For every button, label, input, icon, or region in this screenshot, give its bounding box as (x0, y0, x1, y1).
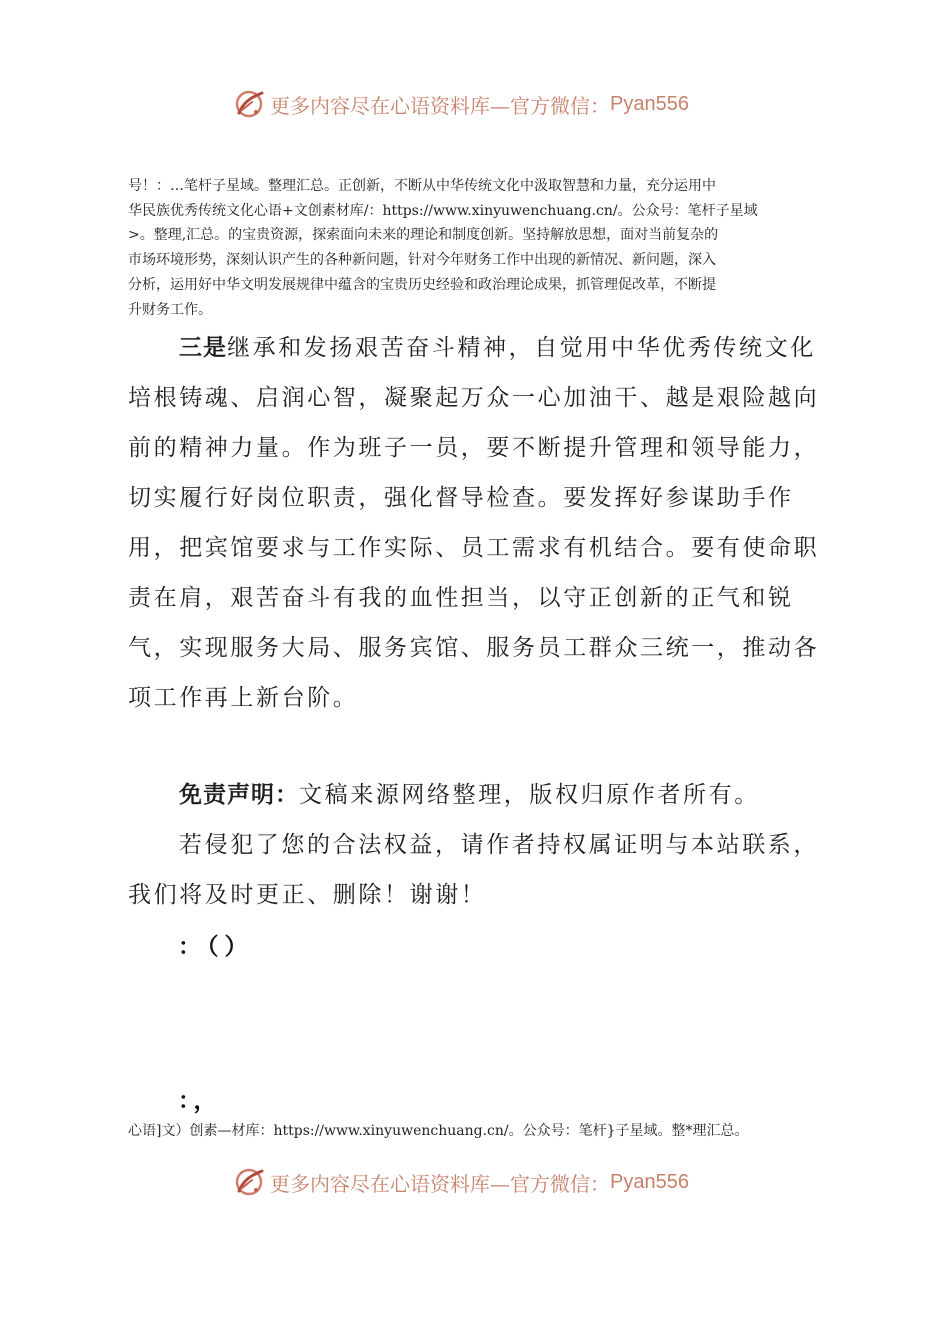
stray-marks-2: ：， (178, 1088, 221, 1114)
banner-wechat-id: Pyan556 (610, 92, 689, 115)
disclaimer (128, 770, 840, 920)
top-paragraph-line: 华民族优秀传统文化心语+文创素材库/：https://www.xinyuwenchuang.cn/。公众号：笔杆子星域 (128, 202, 758, 219)
top-paragraph-line: 号！：…笔杆子星域。整理汇总。正创新，不断从中华传统文化中汲取智慧和力量，充分运用中 (128, 178, 716, 194)
section-three-text: 继承和发扬艰苦奋斗精神，自觉用中华优秀传统文化培根铸魂、启润心智，凝聚起万众一心加油干、越是艰险越向前的精神力量。作为班子一员，要不断提升管理和领导能力，切实履行好岗位职责，强化督导检查。要发挥好参谋助手作用，把宾馆要求与工作实际、员工需求有机结合。要有使命职责在肩，艰苦奋斗有我的血性担当，以守正创新的正气和锐气，实现服务大局、服务宾馆、服务员工群众三统一，推动各项工作再上新台阶。 (128, 335, 820, 711)
top-paragraph-line: >。整理,汇总。的宝贵资源，探索面向未来的理论和制度创新。坚持解放思想，面对当前复杂的 (128, 227, 719, 244)
ink-brush-logo-icon (232, 1165, 266, 1199)
top-paragraph (128, 174, 840, 322)
section-three-paragraph (128, 323, 840, 723)
footer-banner (232, 1162, 689, 1202)
top-paragraph-line: 升财务工作。 (128, 301, 212, 318)
footer-line-text: 心语]文）创素—材库：https://www.xinyuwenchuang.cn/。公众号：笔杆}子星域。整*理汇总。 (128, 1123, 749, 1139)
footer-line (128, 1119, 840, 1144)
ink-brush-logo-icon (232, 87, 266, 121)
disclaimer-label: 免责声明： (179, 782, 299, 808)
banner-text: 更多内容尽在心语资料库—官方微信： (270, 1171, 610, 1196)
banner-text: 更多内容尽在心语资料库—官方微信： (270, 93, 610, 118)
disclaimer-line-2: 若侵犯了您的合法权益，请作者持权属证明与本站联系，我们将及时更正、删除！谢谢！ (128, 832, 819, 908)
top-paragraph-line: 市场环境形势，深刻认识产生的各种新问题，针对今年财务工作中出现的新情况、新问题，深入 (128, 252, 716, 269)
top-paragraph-line: 分析，运用好中华文明发展规律中蕴含的宝贵历史经验和政治理论成果，抓管理促改革，不断提 (128, 276, 716, 293)
section-three (128, 323, 840, 723)
section-three-lead: 三是 (179, 335, 227, 361)
disclaimer-text-1: 文稿来源网络整理，版权归原作者所有。 (299, 782, 760, 808)
banner-wechat-id: Pyan556 (610, 1170, 689, 1193)
header-banner (232, 84, 689, 124)
stray-marks-1: ：（） (178, 934, 254, 960)
disclaimer-line-1 (128, 770, 840, 820)
